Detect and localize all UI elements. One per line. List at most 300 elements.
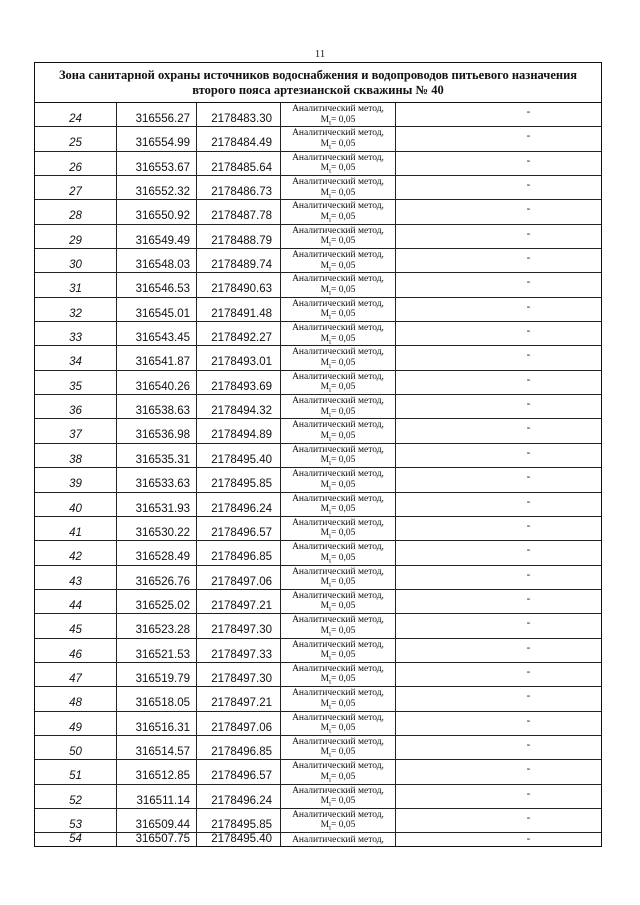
accuracy-symbol: M: [320, 406, 330, 417]
y-coordinate: 2178497.33: [197, 639, 281, 662]
x-coordinate: 316556.27: [117, 103, 197, 126]
method-cell: [281, 225, 396, 248]
point-number: 43: [35, 566, 117, 589]
method-text: Аналитический метод,: [292, 420, 384, 431]
accuracy-value: [281, 699, 395, 711]
method-text: Аналитический метод,: [292, 566, 384, 577]
dash-cell: -: [526, 787, 531, 800]
accuracy-value: [281, 382, 395, 394]
table-row: [35, 152, 601, 176]
y-coordinate: 2178497.21: [197, 590, 281, 613]
accuracy-subscript: t: [329, 775, 332, 784]
table-row: [35, 444, 601, 468]
accuracy-number: = 0,05: [331, 601, 356, 612]
accuracy-symbol: M: [320, 528, 330, 539]
y-coordinate: 2178487.78: [197, 200, 281, 223]
accuracy-number: = 0,05: [331, 211, 356, 222]
x-coordinate: 316530.22: [117, 517, 197, 540]
accuracy-value: [281, 723, 395, 735]
method-text: Аналитический метод,: [292, 761, 384, 772]
accuracy-subscript: t: [329, 702, 332, 711]
accuracy-symbol: M: [320, 236, 330, 247]
table-title-line-2: второго пояса артезианской скважины № 40: [192, 82, 444, 97]
accuracy-symbol: M: [320, 504, 330, 514]
accuracy-number: = 0,05: [331, 577, 356, 588]
method-text: Аналитический метод,: [292, 177, 384, 188]
method-cell: [281, 395, 396, 418]
accuracy-symbol: M: [320, 723, 330, 734]
table-row: [35, 322, 601, 346]
method-cell: [281, 736, 396, 759]
accuracy-number: = 0,05: [331, 455, 356, 466]
accuracy-subscript: t: [329, 824, 332, 833]
table-row: [35, 346, 601, 370]
x-coordinate: 316536.98: [117, 419, 197, 442]
x-coordinate: 316518.05: [117, 687, 197, 710]
accuracy-subscript: t: [329, 191, 332, 200]
method-text: Аналитический метод,: [292, 347, 384, 358]
accuracy-subscript: t: [329, 167, 332, 176]
accuracy-number: = 0,05: [331, 552, 356, 563]
x-coordinate: 316535.31: [117, 444, 197, 467]
method-cell: [281, 541, 396, 564]
accuracy-value: [281, 115, 395, 127]
accuracy-subscript: t: [329, 532, 332, 541]
point-number: 34: [35, 346, 117, 369]
accuracy-symbol: M: [320, 260, 330, 271]
accuracy-value: [281, 212, 395, 224]
x-coordinate: 316516.31: [117, 712, 197, 735]
y-coordinate: 2178495.85: [197, 468, 281, 491]
x-coordinate: 316543.45: [117, 322, 197, 345]
method-cell: [281, 346, 396, 369]
dash-cell: -: [526, 544, 531, 557]
method-cell: [281, 249, 396, 272]
dash-cell: -: [526, 325, 531, 338]
x-coordinate: 316521.53: [117, 639, 197, 662]
method-text: Аналитический метод,: [292, 736, 384, 747]
accuracy-symbol: M: [320, 577, 330, 588]
dash-cell: -: [526, 592, 531, 605]
method-text: Аналитический метод,: [292, 201, 384, 212]
table-row: [35, 249, 601, 273]
accuracy-subscript: t: [329, 361, 332, 370]
accuracy-subscript: t: [329, 288, 332, 297]
table-body: [35, 103, 601, 846]
x-coordinate: 316552.32: [117, 176, 197, 199]
method-cell: [281, 566, 396, 589]
table-header: [35, 63, 601, 103]
accuracy-symbol: M: [320, 284, 330, 295]
dash-cell: -: [526, 373, 531, 386]
coordinates-table: [34, 62, 602, 847]
accuracy-value: [281, 796, 395, 808]
method-text: Аналитический метод,: [292, 663, 384, 674]
point-number: 26: [35, 152, 117, 175]
method-text: Аналитический метод,: [292, 493, 384, 504]
accuracy-subscript: t: [329, 215, 332, 224]
x-coordinate: 316546.53: [117, 273, 197, 296]
accuracy-subscript: t: [329, 386, 332, 395]
x-coordinate: 316511.14: [117, 785, 197, 808]
y-coordinate: 2178494.89: [197, 419, 281, 442]
method-text: Аналитический метод,: [292, 128, 384, 139]
x-coordinate: 316540.26: [117, 371, 197, 394]
method-cell: [281, 103, 396, 126]
accuracy-value: [281, 601, 395, 613]
accuracy-value: [281, 577, 395, 589]
y-coordinate: 2178493.69: [197, 371, 281, 394]
method-cell: [281, 785, 396, 808]
point-number: 32: [35, 298, 117, 321]
accuracy-symbol: M: [320, 309, 330, 320]
dash-cell: -: [526, 398, 531, 411]
method-text: Аналитический метод,: [292, 785, 384, 796]
x-coordinate: 316550.92: [117, 200, 197, 223]
y-coordinate: 2178497.21: [197, 687, 281, 710]
method-text: Аналитический метод,: [292, 639, 384, 650]
method-cell: [281, 152, 396, 175]
dash-cell: -: [526, 300, 531, 313]
accuracy-number: = 0,05: [331, 236, 356, 247]
accuracy-value: [281, 528, 395, 540]
point-number: 41: [35, 517, 117, 540]
accuracy-subscript: t: [329, 118, 332, 127]
accuracy-symbol: M: [320, 430, 330, 441]
accuracy-number: = 0,05: [331, 406, 356, 417]
accuracy-value: [281, 455, 395, 467]
point-number: 53: [35, 809, 117, 832]
dash-cell: -: [526, 714, 531, 727]
accuracy-symbol: M: [320, 114, 330, 125]
accuracy-number: = 0,05: [331, 625, 356, 636]
y-coordinate: 2178491.48: [197, 298, 281, 321]
accuracy-symbol: M: [320, 698, 330, 709]
table-row: [35, 785, 601, 809]
y-coordinate: 2178496.24: [197, 785, 281, 808]
y-coordinate: 2178496.85: [197, 541, 281, 564]
method-cell: [281, 687, 396, 710]
method-text: Аналитический метод,: [292, 712, 384, 723]
x-coordinate: 316509.44: [117, 809, 197, 832]
dash-cell: -: [526, 446, 531, 459]
dash-cell: -: [526, 349, 531, 362]
y-coordinate: 2178489.74: [197, 249, 281, 272]
accuracy-symbol: M: [320, 601, 330, 612]
dash-cell: -: [526, 276, 531, 289]
accuracy-subscript: t: [329, 800, 332, 808]
accuracy-number: = 0,05: [331, 723, 356, 734]
accuracy-value: [281, 236, 395, 248]
x-coordinate: 316526.76: [117, 566, 197, 589]
x-coordinate: 316514.57: [117, 736, 197, 759]
x-coordinate: 316548.03: [117, 249, 197, 272]
accuracy-symbol: M: [320, 796, 330, 807]
method-cell: [281, 712, 396, 735]
method-cell: [281, 322, 396, 345]
accuracy-number: = 0,05: [331, 698, 356, 709]
table-row: [35, 833, 601, 846]
y-coordinate: 2178496.24: [197, 493, 281, 516]
method-text: Аналитический метод,: [292, 542, 384, 553]
y-coordinate: 2178485.64: [197, 152, 281, 175]
y-coordinate: 2178492.27: [197, 322, 281, 345]
page-number: 11: [314, 48, 326, 60]
accuracy-symbol: M: [320, 552, 330, 563]
y-coordinate: 2178496.57: [197, 760, 281, 783]
y-coordinate: 2178496.57: [197, 517, 281, 540]
table-row: [35, 809, 601, 833]
point-number: 33: [35, 322, 117, 345]
x-coordinate: 316533.63: [117, 468, 197, 491]
accuracy-number: = 0,05: [331, 479, 356, 490]
method-cell: [281, 517, 396, 540]
accuracy-subscript: t: [329, 240, 332, 249]
point-number: 42: [35, 541, 117, 564]
table-row: [35, 712, 601, 736]
dash-cell: -: [526, 519, 531, 532]
accuracy-number: = 0,05: [331, 138, 356, 149]
accuracy-subscript: t: [329, 726, 332, 735]
accuracy-subscript: t: [329, 751, 332, 760]
accuracy-number: = 0,05: [331, 333, 356, 344]
accuracy-value: [281, 553, 395, 565]
accuracy-number: = 0,05: [331, 187, 356, 198]
table-row: [35, 614, 601, 638]
table-row: [35, 468, 601, 492]
point-number: 31: [35, 273, 117, 296]
accuracy-subscript: t: [329, 556, 332, 565]
point-number: 50: [35, 736, 117, 759]
accuracy-value: [281, 163, 395, 175]
x-coordinate: 316554.99: [117, 127, 197, 150]
y-coordinate: 2178497.06: [197, 566, 281, 589]
accuracy-number: = 0,05: [331, 284, 356, 295]
method-text: Аналитический метод,: [292, 152, 384, 163]
point-number: 40: [35, 493, 117, 516]
accuracy-subscript: t: [329, 313, 332, 322]
accuracy-symbol: M: [320, 674, 330, 685]
method-cell: [281, 663, 396, 686]
accuracy-symbol: M: [320, 625, 330, 636]
method-cell: [281, 614, 396, 637]
accuracy-subscript: t: [329, 483, 332, 492]
method-cell: [281, 809, 396, 832]
method-cell: [281, 127, 396, 150]
point-number: 45: [35, 614, 117, 637]
table-row: [35, 225, 601, 249]
dash-cell: -: [526, 471, 531, 484]
accuracy-number: = 0,05: [331, 650, 356, 661]
accuracy-symbol: M: [320, 163, 330, 174]
x-coordinate: 316545.01: [117, 298, 197, 321]
point-number: 52: [35, 785, 117, 808]
point-number: 29: [35, 225, 117, 248]
y-coordinate: 2178497.30: [197, 663, 281, 686]
accuracy-subscript: t: [329, 410, 332, 419]
table-row: [35, 541, 601, 565]
y-coordinate: 2178486.73: [197, 176, 281, 199]
point-number: 49: [35, 712, 117, 735]
accuracy-subscript: t: [329, 264, 332, 273]
method-text: Аналитический метод,: [292, 225, 384, 236]
accuracy-number: = 0,05: [331, 528, 356, 539]
method-cell: [281, 371, 396, 394]
dash-cell: -: [526, 203, 531, 216]
method-cell: [281, 298, 396, 321]
accuracy-subscript: t: [329, 629, 332, 638]
x-coordinate: 316531.93: [117, 493, 197, 516]
dash-cell: -: [526, 422, 531, 435]
x-coordinate: 316538.63: [117, 395, 197, 418]
method-text: Аналитический метод,: [292, 274, 384, 285]
accuracy-symbol: M: [320, 771, 330, 782]
accuracy-subscript: t: [329, 142, 332, 151]
y-coordinate: 2178496.85: [197, 736, 281, 759]
y-coordinate: 2178494.32: [197, 395, 281, 418]
method-cell: [281, 590, 396, 613]
accuracy-number: = 0,05: [331, 796, 356, 807]
accuracy-number: = 0,05: [331, 820, 356, 831]
accuracy-symbol: M: [320, 138, 330, 149]
accuracy-value: [281, 431, 395, 443]
dash-cell: -: [526, 690, 531, 703]
accuracy-number: = 0,05: [331, 309, 356, 320]
dash-cell: -: [526, 617, 531, 630]
point-number: 24: [35, 103, 117, 126]
y-coordinate: 2178497.30: [197, 614, 281, 637]
method-text: Аналитический метод,: [292, 396, 384, 407]
table-row: [35, 127, 601, 151]
accuracy-subscript: t: [329, 459, 332, 468]
dash-cell: -: [526, 130, 531, 143]
method-text: Аналитический метод,: [292, 517, 384, 528]
accuracy-number: = 0,05: [331, 771, 356, 782]
table-title-line-1: Зона санитарной охраны источников водоснабжения и водопроводов питьевого назначения: [58, 67, 578, 82]
accuracy-value: [281, 139, 395, 151]
dash-cell: -: [526, 811, 531, 824]
point-number: 28: [35, 200, 117, 223]
accuracy-value: [281, 309, 395, 321]
y-coordinate: 2178495.40: [197, 444, 281, 467]
accuracy-subscript: t: [329, 653, 332, 662]
dash-cell: -: [526, 738, 531, 751]
dash-cell: -: [526, 665, 531, 678]
method-cell: [281, 444, 396, 467]
accuracy-symbol: M: [320, 455, 330, 466]
y-coordinate: 2178488.79: [197, 225, 281, 248]
point-number: 46: [35, 639, 117, 662]
dash-cell: -: [526, 641, 531, 654]
method-text: Аналитический метод,: [292, 590, 384, 601]
method-text: Аналитический метод,: [292, 371, 384, 382]
accuracy-symbol: M: [320, 357, 330, 368]
accuracy-value: [281, 358, 395, 370]
accuracy-value: [281, 674, 395, 686]
method-cell: [281, 760, 396, 783]
accuracy-number: = 0,05: [331, 674, 356, 685]
accuracy-value: [281, 772, 395, 784]
x-coordinate: 316523.28: [117, 614, 197, 637]
accuracy-number: = 0,05: [331, 114, 356, 125]
accuracy-value: [281, 334, 395, 346]
y-coordinate: 2178490.63: [197, 273, 281, 296]
method-text: Аналитический метод,: [292, 250, 384, 261]
method-text: Аналитический метод,: [292, 104, 384, 114]
x-coordinate: 316528.49: [117, 541, 197, 564]
accuracy-number: = 0,05: [331, 747, 356, 758]
method-cell: [281, 833, 396, 846]
accuracy-number: = 0,05: [331, 504, 356, 514]
accuracy-subscript: t: [329, 434, 332, 443]
method-cell: [281, 419, 396, 442]
x-coordinate: 316541.87: [117, 346, 197, 369]
y-coordinate: 2178495.40: [197, 833, 281, 846]
accuracy-number: = 0,05: [331, 163, 356, 174]
accuracy-value: [281, 407, 395, 419]
point-number: 44: [35, 590, 117, 613]
accuracy-symbol: M: [320, 382, 330, 393]
table-row: [35, 517, 601, 541]
dash-cell: -: [526, 227, 531, 240]
table-row: [35, 639, 601, 663]
accuracy-number: = 0,05: [331, 260, 356, 271]
accuracy-subscript: t: [329, 337, 332, 346]
accuracy-subscript: t: [329, 507, 332, 516]
method-text: Аналитический метод,: [292, 469, 384, 480]
method-text: Аналитический метод,: [292, 688, 384, 699]
table-row: [35, 176, 601, 200]
y-coordinate: 2178497.06: [197, 712, 281, 735]
point-number: 38: [35, 444, 117, 467]
accuracy-subscript: t: [329, 580, 332, 589]
point-number: 25: [35, 127, 117, 150]
dash-cell: -: [526, 179, 531, 192]
x-coordinate: 316512.85: [117, 760, 197, 783]
table-row: [35, 590, 601, 614]
accuracy-value: [281, 820, 395, 832]
y-coordinate: 2178484.49: [197, 127, 281, 150]
accuracy-number: = 0,05: [331, 430, 356, 441]
dash-cell: -: [526, 568, 531, 581]
point-number: 35: [35, 371, 117, 394]
table-row: [35, 760, 601, 784]
method-text: Аналитический метод,: [292, 444, 384, 455]
accuracy-value: [281, 747, 395, 759]
table-row: [35, 273, 601, 297]
table-row: [35, 103, 601, 127]
accuracy-subscript: t: [329, 605, 332, 614]
accuracy-symbol: M: [320, 820, 330, 831]
method-cell: [281, 493, 396, 516]
method-cell: [281, 176, 396, 199]
table-row: [35, 419, 601, 443]
method-text: Аналитический метод,: [292, 809, 384, 820]
table-row: [35, 566, 601, 590]
point-number: 27: [35, 176, 117, 199]
accuracy-symbol: M: [320, 479, 330, 490]
dash-cell: -: [526, 833, 531, 846]
method-text: Аналитический метод,: [292, 298, 384, 309]
point-number: 37: [35, 419, 117, 442]
accuracy-symbol: M: [320, 650, 330, 661]
point-number: 54: [35, 833, 117, 846]
accuracy-symbol: M: [320, 187, 330, 198]
accuracy-value: [281, 188, 395, 200]
table-row: [35, 493, 601, 517]
accuracy-number: = 0,05: [331, 382, 356, 393]
dash-cell: -: [526, 252, 531, 265]
